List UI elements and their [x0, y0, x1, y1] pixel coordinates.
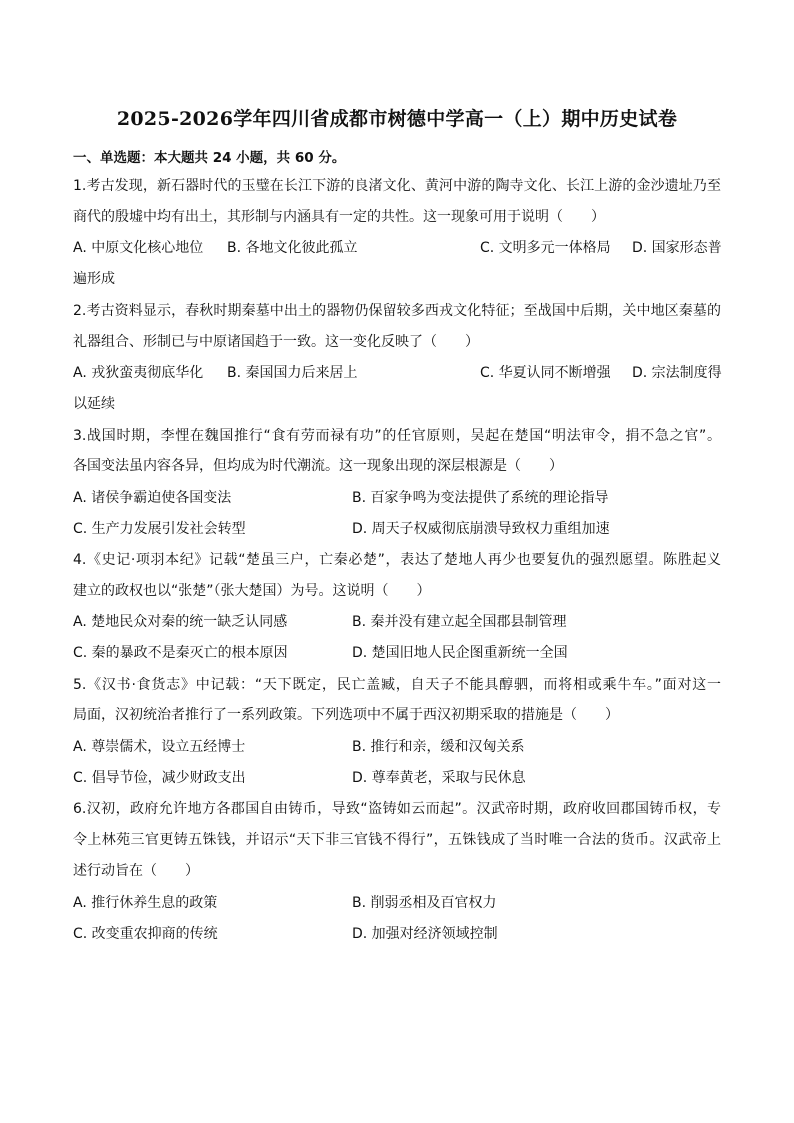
question-5-option-c: C. 倡导节俭，减少财政支出	[73, 770, 246, 786]
question-5-line-1: 5.《汉书·食货志》中记载：“天下既定，民亡盖臧，自天子不能具醇驷，而将相或乘牛车。”面对这一	[73, 677, 721, 693]
question-2-option-d-continued: 以延续	[73, 396, 115, 412]
question-6-line-1: 6.汉初，政府允许地方各郡国自由铸币，导致“盗铸如云而起”。汉武帝时期，政府收回郡国铸币权，专	[73, 801, 721, 817]
question-1-option-b: B. 各地文化彼此孤立	[227, 240, 358, 256]
question-4-line-2: 建立的政权也以“张楚”（张大楚国）为号。这说明（ ）	[73, 583, 431, 599]
question-3-line-2: 各国变法虽内容各异，但均成为时代潮流。这一现象出现的深层根源是（ ）	[73, 458, 563, 474]
question-3-option-c: C. 生产力发展引发社会转型	[73, 521, 246, 537]
question-4-option-d: D. 楚国旧地人民企图重新统一全国	[352, 645, 568, 661]
question-4-option-b: B. 秦并没有建立起全国郡县制管理	[352, 614, 567, 630]
question-3-option-a: A. 诸侯争霸迫使各国变法	[73, 490, 232, 506]
question-3-line-1: 3.战国时期，李悝在魏国推行“食有劳而禄有功”的任官原则，吴起在楚国“明法审令，捐不急之官”。	[73, 428, 721, 444]
question-4-option-a: A. 楚地民众对秦的统一缺乏认同感	[73, 614, 288, 630]
question-2-option-a: A. 戎狄蛮夷彻底华化	[73, 365, 204, 381]
question-5-option-d: D. 尊奉黄老，采取与民休息	[352, 770, 526, 786]
question-4-line-1: 4.《史记·项羽本纪》记载“楚虽三户，亡秦必楚”，表达了楚地人再少也要复仇的强烈愿望。陈胜起义	[73, 552, 721, 568]
question-6-option-b: B. 削弱丞相及百官权力	[352, 895, 497, 911]
question-1-line-1: 1.考古发现，新石器时代的玉璧在长江下游的良渚文化、黄河中游的陶寺文化、长江上游的金沙遗址乃至	[73, 178, 721, 194]
question-4-option-c: C. 秦的暴政不是秦灭亡的根本原因	[73, 645, 288, 661]
question-6-line-3: 述行动旨在（ ）	[73, 863, 199, 879]
question-2-line-1: 2.考古资料显示，春秋时期秦墓中出土的器物仍保留较多西戎文化特征；至战国中后期，关中地区秦墓的	[73, 303, 721, 319]
question-3-option-b: B. 百家争鸣为变法提供了系统的理论指导	[352, 490, 609, 506]
question-1-option-d-continued: 遍形成	[73, 271, 115, 287]
question-6-option-d: D. 加强对经济领域控制	[352, 926, 498, 942]
question-1-option-c: C. 文明多元一体格局	[480, 240, 611, 256]
question-1-line-2: 商代的殷墟中均有出土，其形制与内涵具有一定的共性。这一现象可用于说明（ ）	[73, 209, 605, 225]
question-5-line-2: 局面，汉初统治者推行了一系列政策。下列选项中不属于西汉初期采取的措施是（ ）	[73, 707, 619, 723]
question-6-line-2: 令上林苑三官更铸五铢钱，并诏示“天下非三官钱不得行”，五铢钱成了当时唯一合法的货币。汉武帝上	[73, 832, 721, 848]
question-2-option-d: D. 宗法制度得	[632, 365, 722, 381]
question-1-option-a: A. 中原文化核心地位	[73, 240, 204, 256]
question-3-option-d: D. 周天子权威彻底崩溃导致权力重组加速	[352, 521, 610, 537]
question-6-option-c: C. 改变重农抑商的传统	[73, 926, 218, 942]
question-1-option-d: D. 国家形态普	[632, 240, 722, 256]
section-heading: 一、单选题：本大题共 24 小题，共 60 分。	[73, 150, 346, 166]
question-2-option-b: B. 秦国国力后来居上	[227, 365, 358, 381]
question-5-option-b: B. 推行和亲，缓和汉匈关系	[352, 739, 525, 755]
question-2-option-c: C. 华夏认同不断增强	[480, 365, 611, 381]
page-title: 2025-2026学年四川省成都市树德中学高一（上）期中历史试卷	[116, 108, 678, 130]
question-5-option-a: A. 尊崇儒术，设立五经博士	[73, 739, 246, 755]
question-2-line-2: 礼器组合、形制已与中原诸国趋于一致。这一变化反映了（ ）	[73, 334, 479, 350]
question-6-option-a: A. 推行休养生息的政策	[73, 895, 218, 911]
